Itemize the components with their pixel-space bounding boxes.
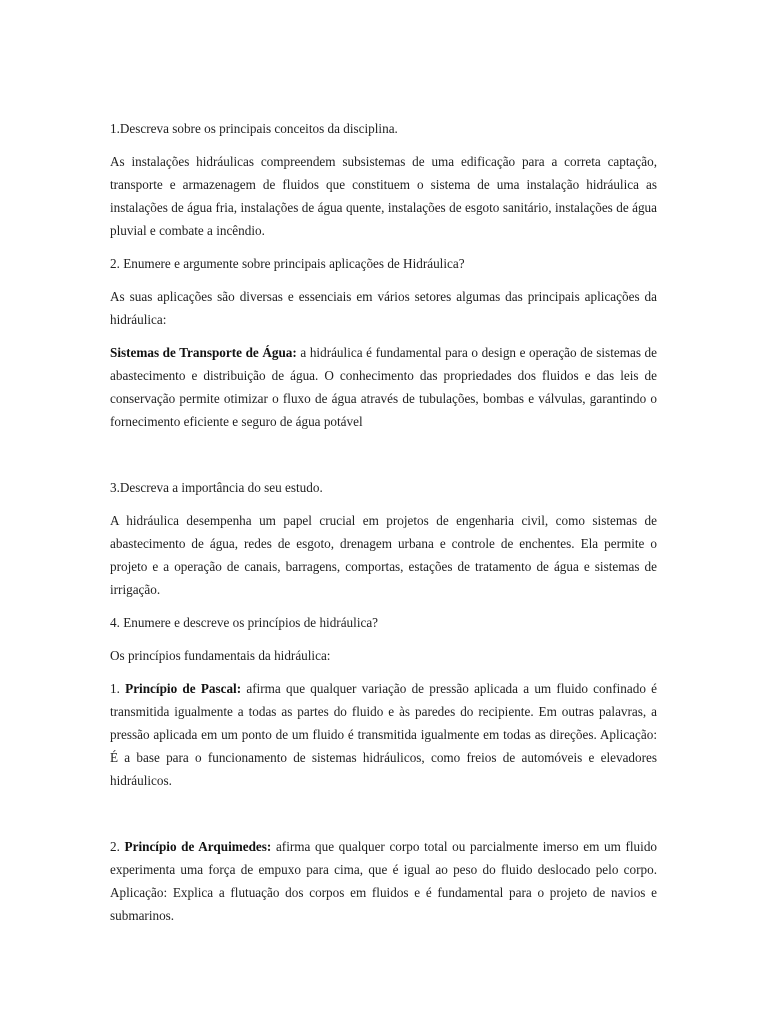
principle-pascal-title: Princípio de Pascal: (125, 681, 242, 696)
principle-pascal-number: 1. (110, 681, 120, 696)
answer-3: A hidráulica desempenha um papel crucial em projetos de engenharia civil, como sistemas de abastecimento de água, redes de esgoto, drenagem urbana e controle de enchentes. Ela permite o projeto e a operação de canais, barragens, comportas, estações de tratamento de água e sistemas de irrigação. (110, 513, 657, 597)
answer-2-item-title: Sistemas de Transporte de Água: (110, 345, 297, 360)
principle-pascal-text: afirma que qualquer variação de pressão aplicada a um fluido confinado é transmitida igualmente a todas as partes do fluido e às paredes do recipiente. Em outras palavras, a pressão aplicada em um ponto de um fluido é transmitida igualmente em todas as direções. Aplicação: É a base para o funcionamento de sistemas hidráulicos, como freios de automóveis e elevadores hidráulicos. (110, 681, 658, 788)
section-spacer (110, 443, 657, 476)
principle-archimedes-text: afirma que qualquer corpo total ou parcialmente imerso em um fluido experimenta uma força de empuxo para cima, que é igual ao peso do fluido deslocado pelo corpo. Aplicação: Explica a flutuação dos corpos em fluidos e é fundamental para o projeto de navios e submarinos. (110, 839, 658, 923)
question-2: 2. Enumere e argumente sobre principais aplicações de Hidráulica? (110, 256, 465, 271)
section-spacer (110, 802, 657, 835)
answer-4-intro: Os princípios fundamentais da hidráulica: (110, 648, 331, 663)
principle-archimedes (110, 835, 657, 927)
document-page (110, 117, 657, 937)
question-3: 3.Descreva a importância do seu estudo. (110, 480, 323, 495)
question-1: 1.Descreva sobre os principais conceitos da disciplina. (110, 121, 398, 136)
answer-2-item-text: a hidráulica é fundamental para o design e operação de sistemas de abastecimento e distribuição de água. O conhecimento das propriedades dos fluidos e das leis de conservação permite otimizar o fluxo de água através de tubulações, bombas e válvulas, garantindo o fornecimento eficiente e seguro de água potável (110, 345, 657, 429)
answer-2-item (110, 341, 657, 433)
answer-1: As instalações hidráulicas compreendem subsistemas de uma edificação para a correta captação, transporte e armazenagem de fluidos que constituem o sistema de uma instalação hidráulica as instalações de água fria, instalações de água quente, instalações de esgoto sanitário, instalações de água pluvial e combate a incêndio. (110, 154, 657, 238)
question-4: 4. Enumere e descreve os princípios de hidráulica? (110, 615, 379, 630)
principle-archimedes-title: Princípio de Arquimedes: (124, 839, 272, 854)
answer-2-intro: As suas aplicações são diversas e essenciais em vários setores algumas das principais aplicações da hidráulica: (110, 289, 657, 327)
principle-pascal (110, 677, 657, 792)
principle-archimedes-number: 2. (110, 839, 120, 854)
